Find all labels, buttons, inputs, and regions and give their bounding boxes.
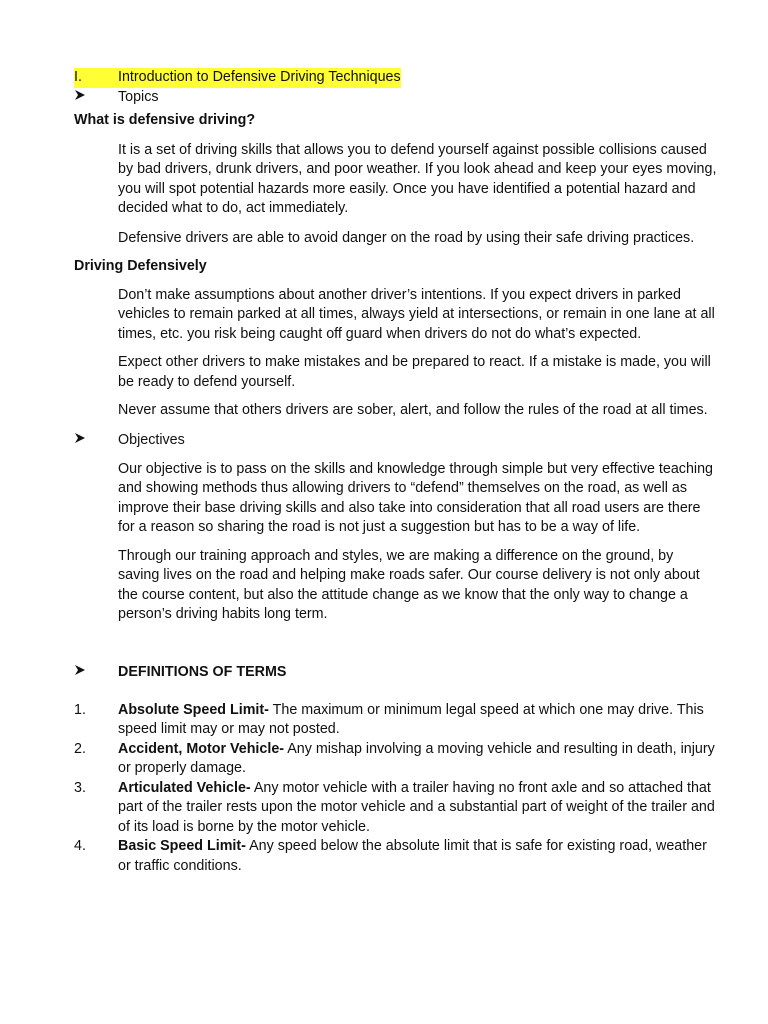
bullet-label: Objectives: [118, 431, 185, 448]
definition-item: [0, 837, 768, 876]
document-body: [0, 68, 768, 876]
definition-item: [0, 779, 768, 838]
definition-text: Any motor vehicle with a trailer having no front axle and so attached that part of the trailer rests upon the motor vehicle and a substantial part of weight of the trailer and of its load is borne by the motor vehicle.: [118, 779, 715, 835]
definitions-list: [0, 701, 768, 877]
heading-what-is-defensive-driving: What is defensive driving?: [74, 112, 256, 128]
definition-text: Any mishap involving a moving vehicle and resulting in death, injury or properly damage.: [118, 740, 715, 776]
section-title: Introduction to Defensive Driving Techniques: [118, 68, 401, 88]
section-number: I.: [74, 68, 122, 88]
arrowhead-bullet-icon: [74, 89, 86, 101]
definition-number: 3.: [74, 779, 86, 796]
paragraph: Our objective is to pass on the skills and knowledge through simple but very effective teaching and showing methods thus allowing drivers to “defend” themselves on the road, as well as improve their base driving skills and also take into consideration that all road users are there for a reason so sharing the road is not just a suggestion but has to be a way of life.: [118, 460, 713, 535]
bullet-definitions: [0, 663, 768, 683]
paragraph: Through our training approach and styles, we are making a difference on the ground, by saving lives on the road and helping make roads safer. Our course delivery is not only about the course content, but also the attitude change as we know that the only way to change a person’s driving habits long term.: [118, 547, 700, 622]
definition-number: 1.: [74, 701, 86, 718]
bullet-objectives: [0, 431, 768, 451]
definition-number: 4.: [74, 838, 86, 854]
heading-driving-defensively: Driving Defensively: [74, 258, 207, 274]
bullet-topics: [0, 88, 768, 108]
definition-number: 2.: [74, 740, 86, 757]
definition-item: [0, 740, 768, 779]
definition-term: Basic Speed Limit-: [118, 838, 246, 854]
bullet-label: Topics: [118, 89, 159, 105]
paragraph: Don’t make assumptions about another driver’s intentions. If you expect drivers in parked vehicles to remain parked at all times, always yield at intersections, or remain in one lane at all times, etc. you risk being caught off guard when drivers do not do what’s expected.: [118, 286, 715, 342]
definition-text: The maximum or minimum legal speed at which one may drive. This speed limit may or may not posted.: [118, 701, 704, 737]
definition-term: Articulated Vehicle-: [118, 779, 251, 796]
definition-item: [0, 701, 768, 740]
definition-term: Accident, Motor Vehicle-: [118, 740, 285, 757]
paragraph: Never assume that others drivers are sober, alert, and follow the rules of the road at all times.: [118, 402, 708, 418]
definition-text: Any speed below the absolute limit that is safe for existing road, weather or traffic conditions.: [118, 838, 707, 874]
arrowhead-bullet-icon: [74, 432, 86, 444]
paragraph: Expect other drivers to make mistakes and be prepared to react. If a mistake is made, you will be ready to defend yourself.: [118, 354, 711, 390]
paragraph: Defensive drivers are able to avoid danger on the road by using their safe driving practices.: [118, 229, 695, 246]
arrowhead-bullet-icon: [74, 664, 86, 676]
section-heading: [0, 68, 768, 88]
definition-term: Absolute Speed Limit-: [118, 701, 269, 718]
bullet-label: DEFINITIONS OF TERMS: [118, 663, 287, 680]
paragraph: It is a set of driving skills that allows you to defend yourself against possible collisions caused by bad drivers, drunk drivers, and poor weather. If you look ahead and keep your eyes moving, you will spot potential hazards more easily. Once you have identified a potential hazard and decided what to do, act immediately.: [118, 141, 717, 216]
